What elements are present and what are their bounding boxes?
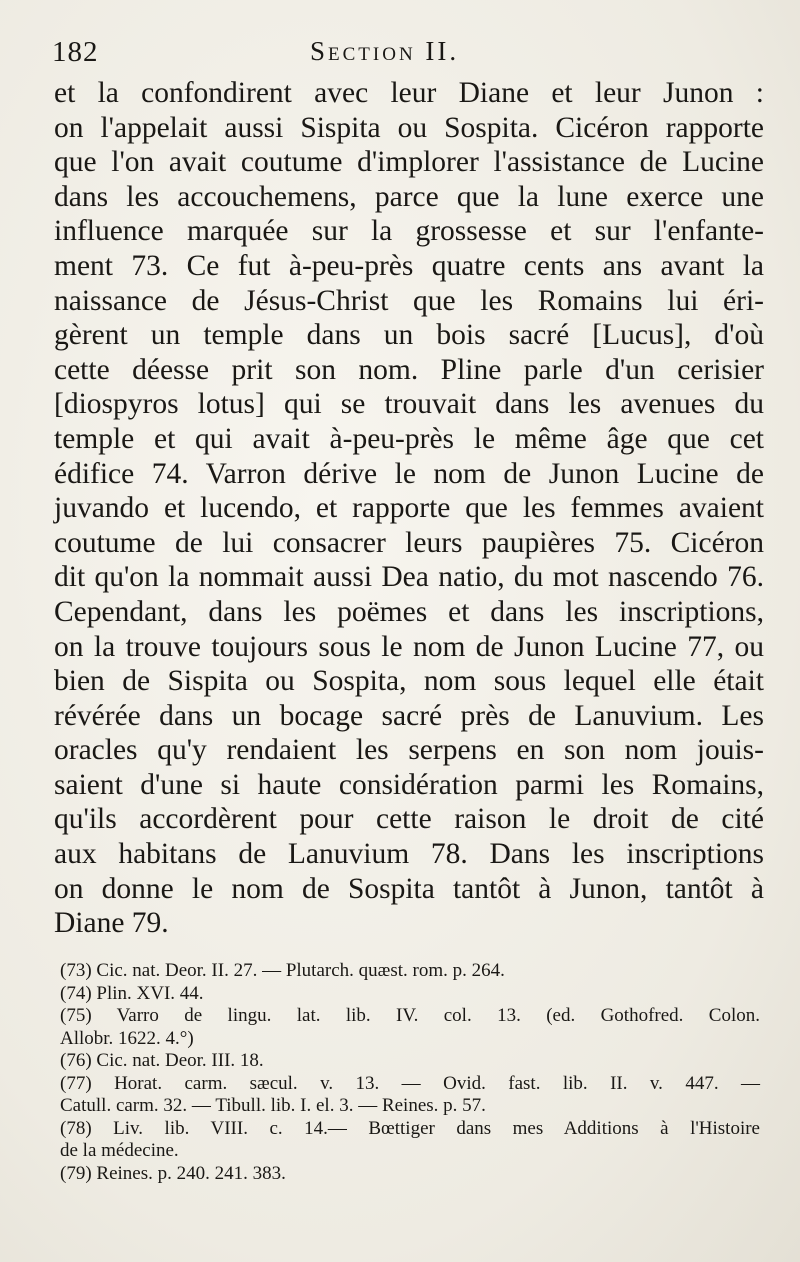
text-line: que l'on avait coutume d'implorer l'assistance de Lucine xyxy=(54,146,764,179)
footnote-continuation: Catull. carm. 32. — Tibull. lib. I. el. 3. — Reines. p. 57. xyxy=(60,1095,486,1116)
text-line: oracles qu'y rendaient les serpens en son nom jouis- xyxy=(54,734,764,767)
text-line: temple et qui avait à-peu-près le même âge que cet xyxy=(54,422,764,455)
footnote-continuation: de la médecine. xyxy=(60,1140,179,1161)
text-line: et la confondirent avec leur Diane et leur Junon : xyxy=(54,77,764,109)
footnote: (79) Reines. p. 240. 241. 383. xyxy=(60,1162,286,1184)
text-line: coutume de lui consacrer leurs paupières 75. Cicéron xyxy=(54,526,764,559)
text-line: dit qu'on la nommait aussi Dea natio, du mot nascendo 76. xyxy=(54,561,764,594)
text-line: saient d'une si haute considération parmi les Romains, xyxy=(54,768,764,801)
footnote: (78) Liv. lib. VIII. c. 14.— Bœttiger dans mes Additions à l'Histoire xyxy=(60,1117,760,1139)
text-line: Cependant, dans les poëmes et dans les inscriptions, xyxy=(54,595,764,628)
text-line: qu'ils accordèrent pour cette raison le droit de cité xyxy=(54,803,764,836)
page-number: 182 xyxy=(52,36,99,68)
footnote: (73) Cic. nat. Deor. II. 27. — Plutarch. quæst. rom. p. 264. xyxy=(60,960,505,981)
text-line: [diospyros lotus] qui se trouvait dans les avenues du xyxy=(54,388,764,421)
text-line: influence marquée sur la grossesse et sur l'enfante- xyxy=(54,215,764,248)
footnote: (76) Cic. nat. Deor. III. 18. xyxy=(60,1050,264,1071)
text-line: cette déesse prit son nom. Pline parle d'un cerisier xyxy=(54,353,764,386)
page-header xyxy=(52,32,772,72)
text-line: aux habitans de Lanuvium 78. Dans les inscriptions xyxy=(54,838,764,871)
footnotes xyxy=(60,960,760,1185)
text-line: dans les accouchemens, parce que la lune exerce une xyxy=(54,180,764,213)
text-line: Diane 79. xyxy=(54,907,169,940)
text-line: on la trouve toujours sous le nom de Junon Lucine 77, ou xyxy=(54,630,764,663)
text-line: gèrent un temple dans un bois sacré [Lucus], d'où xyxy=(54,319,764,352)
text-line: naissance de Jésus-Christ que les Romains lui éri- xyxy=(54,284,764,317)
body-text xyxy=(54,76,764,941)
footnote: (74) Plin. XVI. 44. xyxy=(60,982,204,1004)
text-line: édifice 74. Varron dérive le nom de Junon Lucine de xyxy=(54,457,764,490)
text-line: ment 73. Ce fut à-peu-près quatre cents ans avant la xyxy=(54,249,764,282)
text-line: juvando et lucendo, et rapporte que les femmes avaient xyxy=(54,492,764,525)
running-title: Section II. xyxy=(310,36,460,66)
text-line: on l'appelait aussi Sispita ou Sospita. Cicéron rapporte xyxy=(54,111,764,144)
text-line: bien de Sispita ou Sospita, nom sous lequel elle était xyxy=(54,665,764,698)
footnote: (77) Horat. carm. sæcul. v. 13. — Ovid. fast. lib. II. v. 447. — xyxy=(60,1072,760,1094)
text-line: révérée dans un bocage sacré près de Lanuvium. Les xyxy=(54,699,764,732)
text-line: on donne le nom de Sospita tantôt à Junon, tantôt à xyxy=(54,872,764,905)
footnote-continuation: Allobr. 1622. 4.°) xyxy=(60,1027,194,1049)
footnote: (75) Varro de lingu. lat. lib. IV. col. 13. (ed. Gothofred. Colon. xyxy=(60,1005,760,1026)
